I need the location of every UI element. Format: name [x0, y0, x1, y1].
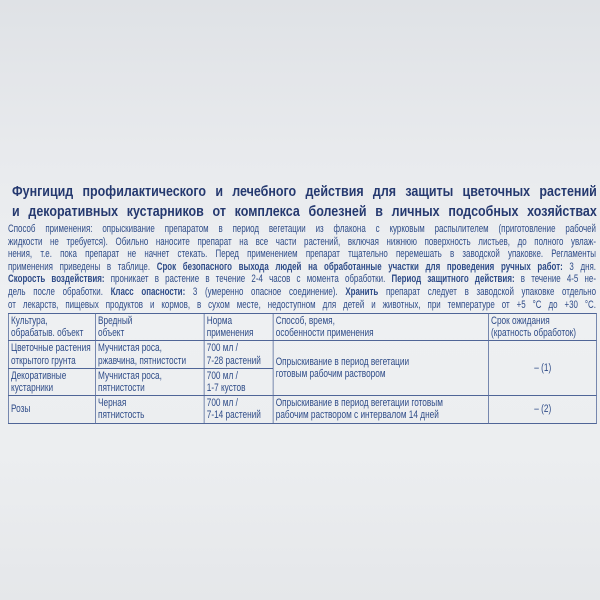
table-row	[8, 396, 596, 423]
cell-line: 700 мл /	[206, 342, 238, 355]
regulations-table	[8, 313, 597, 424]
cell-line: ржавчина, пятнистости	[98, 354, 187, 367]
header-line: объект	[98, 327, 125, 340]
action-speed-text: проникает в растение в течение 2-4 часов с момента обработки.	[104, 273, 392, 286]
cell-waiting-period	[488, 396, 596, 423]
instructions-line-6	[8, 286, 596, 299]
cell-line: Опрыскивание в период вегетации готовым	[275, 397, 443, 410]
action-speed-label: Скорость воздействия:	[8, 273, 105, 286]
cell-line: Розы	[11, 403, 31, 416]
cell-line: 700 мл /	[206, 397, 238, 410]
cell-method	[273, 341, 488, 396]
cell-method	[273, 396, 488, 423]
header-waiting-period	[488, 314, 596, 341]
storage-text: препарат следует в заводской упаковке отдельно	[378, 285, 597, 298]
cell-line: Мучнистая роса,	[98, 342, 162, 355]
instructions-line-7	[8, 299, 596, 312]
cell-line: – (2)	[534, 403, 552, 416]
header-method	[273, 314, 488, 341]
usage-instructions	[8, 223, 596, 311]
usage-method-label: Способ применения:	[8, 223, 93, 235]
cell-line: 1-7 кустов	[206, 382, 246, 395]
cell-line: пятнистость	[98, 409, 145, 422]
protection-period-text: дель после обработки.	[8, 285, 111, 298]
cell-line: Мучнистая роса,	[98, 369, 162, 382]
instructions-line-2	[8, 236, 596, 249]
title-line-1: Фунгицид профилактического и лечебного действия для защиты цветочных растений	[12, 184, 597, 200]
cell-line: – (1)	[534, 362, 552, 375]
header-line: особенности применения	[275, 327, 374, 340]
header-crop	[8, 314, 95, 341]
cell-line: Цветочные растения	[11, 342, 91, 355]
storage-label: Хранить	[345, 285, 379, 298]
cell-line: 7-28 растений	[206, 354, 261, 367]
instructions-line-5	[8, 273, 596, 286]
cell-pest	[95, 368, 204, 395]
safe-reentry-label: Срок безопасного выхода людей на обработанные участки для проведения ручных работ:	[156, 260, 563, 273]
instructions-text: жидкости не требуется). Обильно наносите препарат на все части растений, включая нижнюю поверхность листьев, до полного увлаж-	[8, 235, 596, 248]
usage-regulations-table	[8, 313, 596, 424]
protection-period-label: Период защитного действия:	[391, 273, 515, 286]
header-rate	[204, 314, 273, 341]
cell-pest	[95, 341, 204, 368]
cell-rate	[204, 368, 273, 395]
cell-line: 700 мл /	[206, 369, 238, 382]
cell-pest	[95, 396, 204, 423]
protection-period-text: в течение 4-5 не-	[514, 273, 596, 286]
header-line: (кратность обработок)	[491, 327, 577, 340]
cell-line: 7-14 растений	[206, 409, 261, 422]
cell-crop	[8, 396, 95, 423]
instructions-line-4	[8, 261, 596, 274]
header-line: обрабатыв. объект	[11, 327, 84, 340]
product-title	[12, 182, 597, 222]
header-line: применения	[206, 327, 254, 340]
cell-crop	[8, 341, 95, 368]
table-header-row	[8, 314, 596, 341]
instructions-line-1	[8, 223, 596, 236]
usage-method-text: опрыскивание препаратом в период вегетации из флакона с курковым распылителем (приготовление рабочей	[92, 223, 596, 235]
safe-reentry-value: 3 дня.	[562, 260, 596, 273]
instructions-text: применения приведены в таблице.	[8, 260, 157, 273]
cell-line: Декоративные	[11, 369, 67, 382]
header-line: Культура,	[11, 315, 48, 327]
instructions-text: нения, т.е. пока препарат не начнет стекать. Перед применением препарат тщательно перемешать в заводской упаковке. Регламенты	[8, 248, 596, 261]
cell-rate	[204, 341, 273, 368]
table-row	[8, 341, 596, 368]
cell-line: Черная	[98, 397, 127, 410]
hazard-class-value: 3 (умеренно опасное соединение).	[185, 285, 346, 298]
hazard-class-label: Класс опасности:	[110, 285, 186, 298]
title-line-2: и декоративных кустарников от комплекса болезней в личных подсобных хозяйствах	[12, 204, 597, 220]
header-line: Норма	[206, 315, 233, 327]
header-line: Вредный	[98, 315, 133, 327]
storage-text: от лекарств, пищевых продуктов и кормов, в сухом месте, недоступном для детей и животных, при температуре от +5 °С до +30 °С.	[8, 298, 596, 311]
cell-waiting-period	[488, 341, 596, 396]
header-line: Срок ожидания	[491, 315, 550, 327]
instructions-line-3	[8, 248, 596, 261]
cell-line: рабочим раствором с интервалом 14 дней	[275, 409, 439, 422]
cell-crop	[8, 368, 95, 395]
cell-rate	[204, 396, 273, 423]
cell-line: готовым рабочим раствором	[275, 368, 386, 381]
header-line: Способ, время,	[275, 315, 335, 327]
cell-line: Опрыскивание в период вегетации	[275, 356, 410, 369]
cell-line: пятнистости	[98, 382, 145, 395]
cell-line: кустарники	[11, 382, 54, 395]
header-pest	[95, 314, 204, 341]
cell-line: открытого грунта	[11, 354, 76, 367]
